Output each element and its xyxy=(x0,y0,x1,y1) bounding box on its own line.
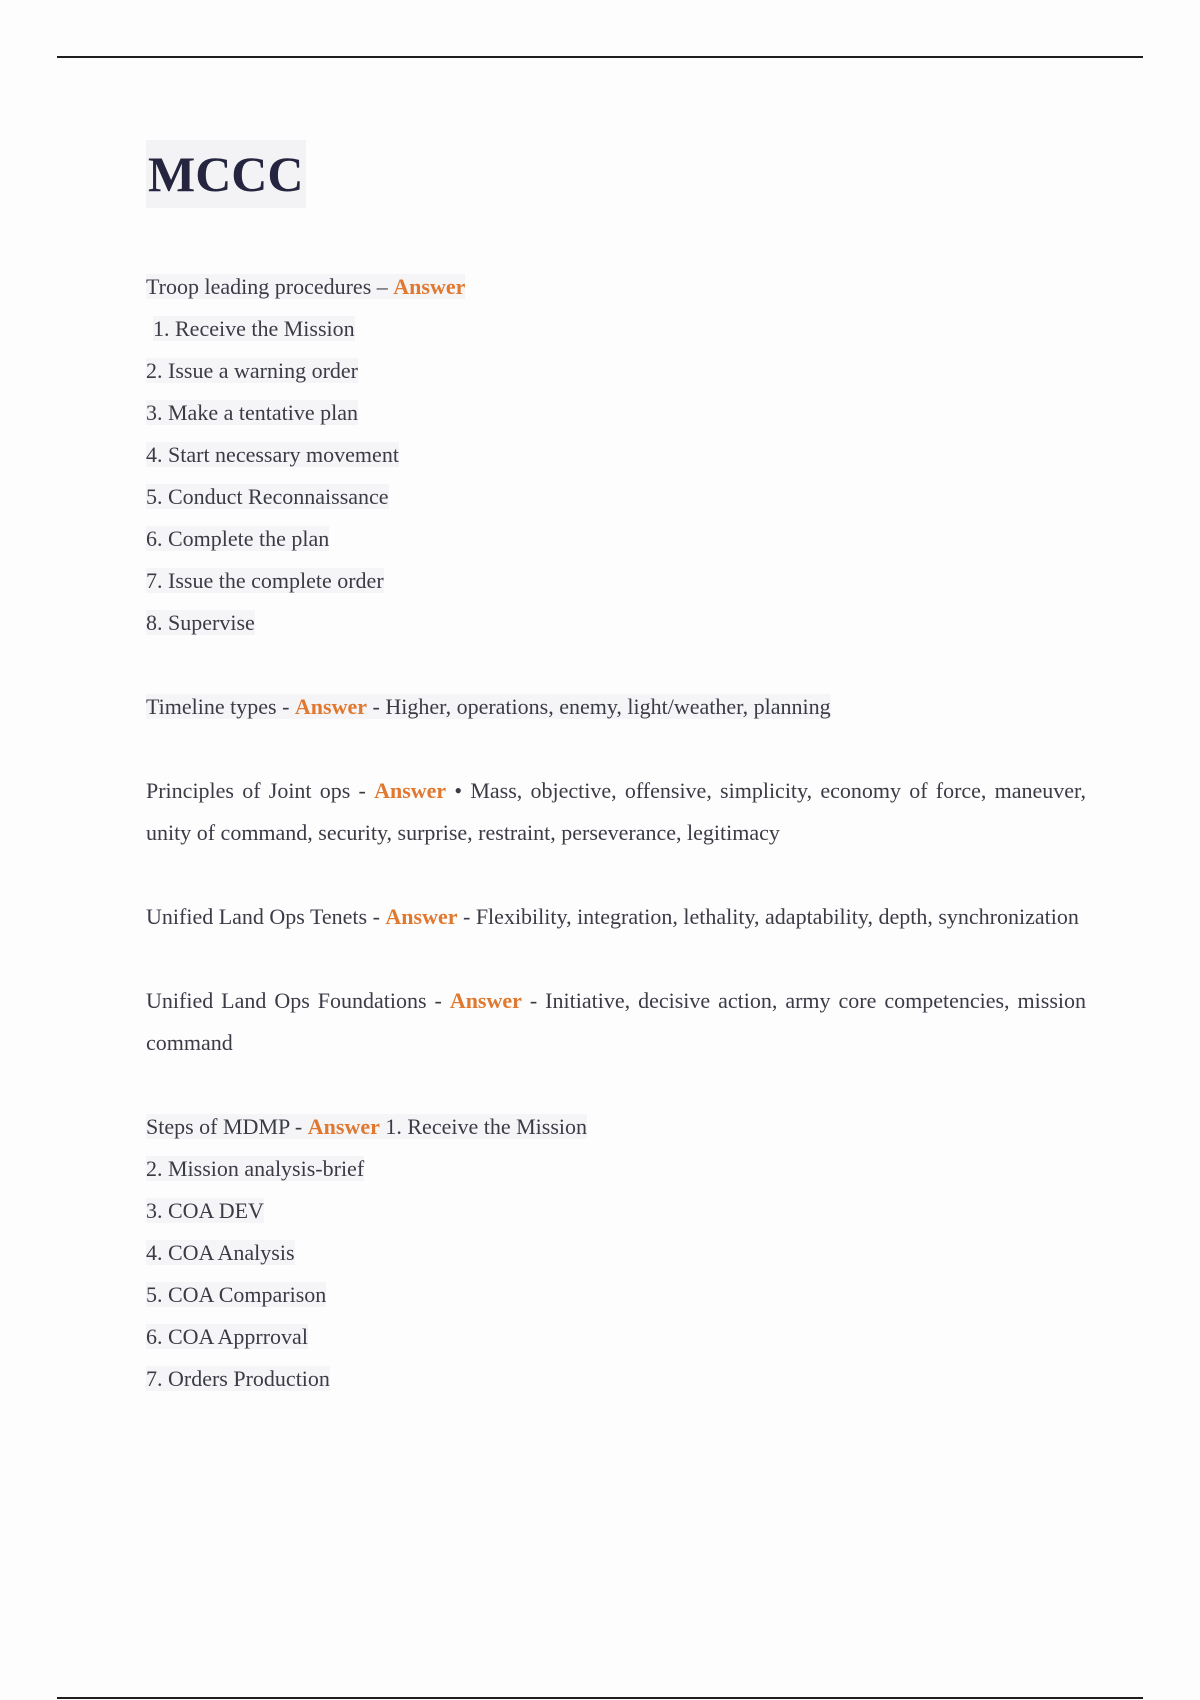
foundations-answer-text: - Initiative, decisive action, army core competencies, mission command xyxy=(146,988,1086,1055)
foundations-question: Unified Land Ops Foundations - xyxy=(146,988,450,1013)
mdmp-step: 4. COA Analysis xyxy=(146,1240,295,1265)
joint-answer-label: Answer xyxy=(374,778,447,803)
top-rule xyxy=(57,56,1143,58)
troop-step: 6. Complete the plan xyxy=(146,526,330,551)
troop-step: 7. Issue the complete order xyxy=(146,568,384,593)
joint-question: Principles of Joint ops - xyxy=(146,778,375,803)
troop-step: 8. Supervise xyxy=(146,610,255,635)
joint-entry xyxy=(146,770,1086,854)
tenets-question: Unified Land Ops Tenets - xyxy=(146,904,386,929)
bottom-rule xyxy=(57,1697,1143,1699)
document-title: MCCC xyxy=(146,140,306,208)
troop-step: 2. Issue a warning order xyxy=(146,358,358,383)
tenets-entry xyxy=(146,896,1086,938)
mdmp-question: Steps of MDMP - xyxy=(146,1114,308,1139)
troop-step: 4. Start necessary movement xyxy=(146,442,399,467)
timeline-entry xyxy=(146,686,1086,728)
mdmp-step: 7. Orders Production xyxy=(146,1366,330,1391)
mdmp-step: 5. COA Comparison xyxy=(146,1282,327,1307)
mdmp-step: 6. COA Apprroval xyxy=(146,1324,308,1349)
troop-question-line xyxy=(146,266,1086,308)
troop-answer-label: Answer xyxy=(393,274,466,299)
tenets-answer-label: Answer xyxy=(385,904,458,929)
troop-step: 3. Make a tentative plan xyxy=(146,400,358,425)
mdmp-step: 3. COA DEV xyxy=(146,1198,264,1223)
troop-step: 1. Receive the Mission xyxy=(153,316,355,341)
mdmp-answer-label: Answer xyxy=(307,1114,380,1139)
mdmp-step: 2. Mission analysis-brief xyxy=(146,1156,365,1181)
mdmp-first-step: 1. Receive the Mission xyxy=(379,1114,588,1139)
foundations-entry xyxy=(146,980,1086,1064)
joint-answer-text: • Mass, objective, offensive, simplicity, economy of force, maneuver, unity of command, security, surprise, restraint, perseverance, legitimacy xyxy=(146,778,1086,845)
tenets-answer-text: - Flexibility, integration, lethality, adaptability, depth, synchronization xyxy=(457,904,1079,929)
document-body xyxy=(146,140,1086,1400)
foundations-answer-label: Answer xyxy=(449,988,522,1013)
timeline-answer-label: Answer xyxy=(294,694,368,719)
timeline-question: Timeline types - xyxy=(146,694,295,719)
troop-step: 5. Conduct Reconnaissance xyxy=(146,484,389,509)
mdmp-question-line xyxy=(146,1106,1086,1148)
troop-question: Troop leading procedures – xyxy=(146,274,394,299)
timeline-answer-text: - Higher, operations, enemy, light/weather, planning xyxy=(367,694,831,719)
